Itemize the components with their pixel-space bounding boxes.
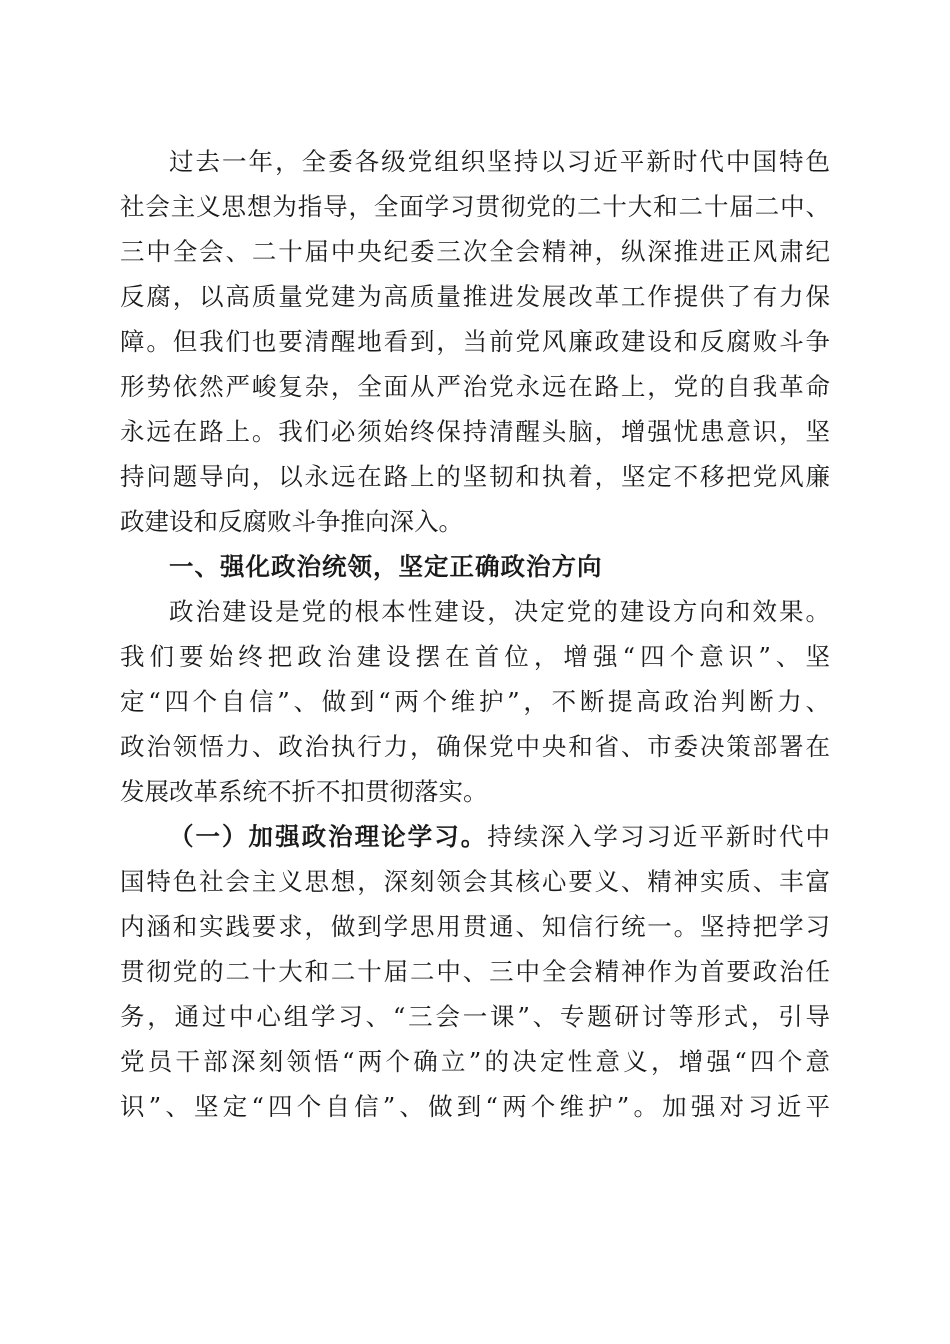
text-line: 我们要始终把政治建设摆在首位，增强“四个意识”、坚	[120, 642, 830, 671]
text-line: 持问题导向，以永远在路上的坚韧和执着，坚定不移把党风廉	[120, 462, 830, 491]
text-span: 持续深入学习习近平新时代中	[487, 822, 830, 851]
text-line: 障。但我们也要清醒地看到，当前党风廉政建设和反腐败斗争	[120, 327, 830, 356]
text-line: 定“四个自信”、做到“两个维护”，不断提高政治判断力、	[120, 687, 830, 716]
text-line: 过去一年，全委各级党组织坚持以习近平新时代中国特色	[169, 147, 830, 176]
text-line: 发展改革系统不折不扣贯彻落实。	[120, 777, 488, 806]
text-line: 三中全会、二十届中央纪委三次全会精神，纵深推进正风肃纪	[120, 237, 830, 266]
text-line: 反腐，以高质量党建为高质量推进发展改革工作提供了有力保	[120, 282, 830, 311]
text-line: 务，通过中心组学习、“三会一课”、专题研讨等形式，引导	[120, 1002, 830, 1031]
text-line: 政治领悟力、政治执行力，确保党中央和省、市委决策部署在	[120, 732, 830, 761]
section-heading: 一、强化政治统领，坚定正确政治方向	[169, 552, 603, 581]
text-line	[169, 817, 830, 857]
text-line: 形势依然严峻复杂，全面从严治党永远在路上，党的自我革命	[120, 372, 830, 401]
text-line: 党员干部深刻领悟“两个确立”的决定性意义，增强“四个意	[120, 1047, 830, 1076]
text-line: 国特色社会主义思想，深刻领会其核心要义、精神实质、丰富	[120, 867, 830, 896]
text-line: 永远在路上。我们必须始终保持清醒头脑，增强忧患意识，坚	[120, 417, 830, 446]
text-line: 社会主义思想为指导，全面学习贯彻党的二十大和二十届二中、	[120, 192, 830, 221]
text-line: 政建设和反腐败斗争推向深入。	[120, 507, 463, 536]
text-line: 识”、坚定“四个自信”、做到“两个维护”。加强对习近平	[120, 1092, 830, 1121]
subsection-lead: （一）加强政治理论学习。	[169, 822, 488, 851]
text-line: 贯彻党的二十大和二十届二中、三中全会精神作为首要政治任	[120, 957, 830, 986]
text-line: 政治建设是党的根本性建设，决定党的建设方向和效果。	[169, 597, 830, 626]
text-line: 内涵和实践要求，做到学思用贯通、知信行统一。坚持把学习	[120, 912, 830, 941]
